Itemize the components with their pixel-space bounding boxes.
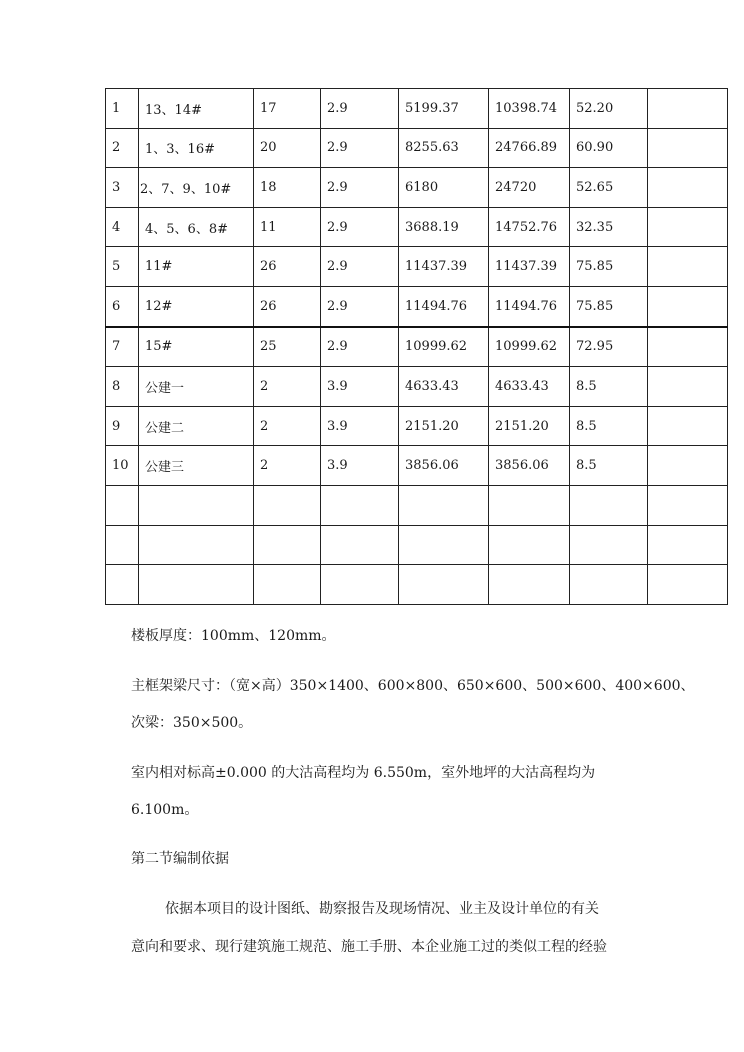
table-cell: 公建二: [139, 406, 254, 446]
table-cell: 2.9: [321, 327, 399, 367]
slab-thickness-text: 楼板厚度：100mm、120mm。: [131, 628, 336, 644]
table-cell: [648, 565, 728, 605]
table-row: [106, 327, 728, 367]
table-cell: 2.9: [321, 89, 399, 129]
table-cell: 3856.06: [399, 446, 489, 486]
table-cell: 公建一: [139, 367, 254, 407]
table-cell: 18: [254, 168, 321, 208]
table-cell: [139, 525, 254, 565]
table-cell: 3856.06: [489, 446, 570, 486]
table-cell: [489, 565, 570, 605]
table-cell: [648, 128, 728, 168]
table-cell: 14752.76: [489, 207, 570, 247]
table-cell: [570, 525, 648, 565]
table-cell: 2151.20: [399, 406, 489, 446]
table-cell: 3.9: [321, 406, 399, 446]
table-cell: [648, 168, 728, 208]
table-cell: 5: [106, 247, 139, 287]
table-cell: [254, 525, 321, 565]
table-row: [106, 286, 728, 326]
table-cell: 24720: [489, 168, 570, 208]
elevation-text-line-2: 6.100m。: [131, 802, 199, 818]
table-cell: 2.9: [321, 247, 399, 287]
table-cell: 2.9: [321, 207, 399, 247]
table-row: [106, 525, 728, 565]
table-cell: [254, 485, 321, 525]
table-cell: 60.90: [570, 128, 648, 168]
table-cell: 6180: [399, 168, 489, 208]
table-cell: 11#: [139, 247, 254, 287]
table-cell: [648, 247, 728, 287]
table-cell: 13、14#: [139, 89, 254, 129]
table-cell: 2、7、9、10#: [139, 168, 254, 208]
table-cell: 4633.43: [489, 367, 570, 407]
table-cell: 26: [254, 286, 321, 326]
table-cell: 4、5、6、8#: [139, 207, 254, 247]
table-row: [106, 168, 728, 208]
table-cell: [106, 525, 139, 565]
table-cell: [106, 565, 139, 605]
table-cell: 11: [254, 207, 321, 247]
table-cell: 75.85: [570, 247, 648, 287]
table-row: [106, 207, 728, 247]
table-cell: 52.65: [570, 168, 648, 208]
table-row: [106, 247, 728, 287]
table-cell: 10398.74: [489, 89, 570, 129]
table-cell: [489, 485, 570, 525]
table-cell: 8: [106, 367, 139, 407]
table-cell: [254, 565, 321, 605]
table-cell: 11494.76: [489, 286, 570, 326]
table-row: [106, 367, 728, 407]
table-row: [106, 446, 728, 486]
table-cell: 8.5: [570, 367, 648, 407]
table-cell: [648, 525, 728, 565]
table-cell: 52.20: [570, 89, 648, 129]
table-cell: [648, 89, 728, 129]
table-cell: [648, 367, 728, 407]
table-cell: 4: [106, 207, 139, 247]
table-cell: 25: [254, 327, 321, 367]
basis-paragraph-line-1: 依据本项目的设计图纸、勘察报告及现场情况、业主及设计单位的有关: [165, 901, 599, 917]
table-cell: 2.9: [321, 168, 399, 208]
elevation-text-line-1: 室内相对标高±0.000 的大沽高程均为 6.550m，室外地坪的大沽高程均为: [131, 765, 596, 781]
table-cell: [399, 485, 489, 525]
table-cell: 公建三: [139, 446, 254, 486]
table-cell: 7: [106, 327, 139, 367]
table-cell: [648, 207, 728, 247]
table-cell: [570, 565, 648, 605]
table-row: [106, 565, 728, 605]
table-cell: [399, 565, 489, 605]
table-cell: 10: [106, 446, 139, 486]
table-cell: 2: [254, 367, 321, 407]
table-cell: 6: [106, 286, 139, 326]
table-cell: [648, 286, 728, 326]
table-cell: 3.9: [321, 367, 399, 407]
table-cell: [570, 485, 648, 525]
table-cell: 8.5: [570, 446, 648, 486]
table-cell: 26: [254, 247, 321, 287]
table-cell: 32.35: [570, 207, 648, 247]
table-cell: 2.9: [321, 128, 399, 168]
table-cell: 3.9: [321, 446, 399, 486]
table-cell: 10999.62: [489, 327, 570, 367]
table-cell: [648, 406, 728, 446]
table-row: [106, 406, 728, 446]
table-cell: [489, 525, 570, 565]
table-cell: [139, 565, 254, 605]
table-cell: 3: [106, 168, 139, 208]
table-cell: 15#: [139, 327, 254, 367]
table-cell: [648, 485, 728, 525]
table-cell: [321, 485, 399, 525]
building-data-table: [105, 88, 728, 605]
table-cell: 17: [254, 89, 321, 129]
table-cell: 2: [254, 446, 321, 486]
table-cell: [139, 485, 254, 525]
table-row: [106, 89, 728, 129]
table-cell: [399, 525, 489, 565]
table-cell: 11437.39: [399, 247, 489, 287]
table-row: [106, 128, 728, 168]
basis-paragraph-line-2: 意向和要求、现行建筑施工规范、施工手册、本企业施工过的类似工程的经验: [131, 939, 607, 955]
table-cell: 72.95: [570, 327, 648, 367]
table-cell: 8.5: [570, 406, 648, 446]
table-cell: 2: [254, 406, 321, 446]
table-cell: [106, 485, 139, 525]
secondary-beam-size-text: 次梁：350×500。: [131, 715, 253, 731]
table-cell: 24766.89: [489, 128, 570, 168]
table-cell: [648, 446, 728, 486]
table-cell: 4633.43: [399, 367, 489, 407]
table-cell: 20: [254, 128, 321, 168]
table-cell: 8255.63: [399, 128, 489, 168]
table-cell: 12#: [139, 286, 254, 326]
table-cell: [321, 525, 399, 565]
main-beam-size-text: 主框架梁尺寸：（宽×高）350×1400、600×800、650×600、500×600、400×600、: [131, 678, 695, 694]
table-cell: 75.85: [570, 286, 648, 326]
table-cell: 9: [106, 406, 139, 446]
table-row: [106, 485, 728, 525]
table-cell: 3688.19: [399, 207, 489, 247]
table-cell: 1: [106, 89, 139, 129]
table-cell: 10999.62: [399, 327, 489, 367]
table-cell: 2151.20: [489, 406, 570, 446]
section-title: 第二节编制依据: [131, 851, 229, 867]
table-cell: [648, 327, 728, 367]
table-cell: 11494.76: [399, 286, 489, 326]
table-cell: 11437.39: [489, 247, 570, 287]
table-cell: 5199.37: [399, 89, 489, 129]
table-cell: [321, 565, 399, 605]
table-cell: 2.9: [321, 286, 399, 326]
table-cell: 1、3、16#: [139, 128, 254, 168]
table-cell: 2: [106, 128, 139, 168]
